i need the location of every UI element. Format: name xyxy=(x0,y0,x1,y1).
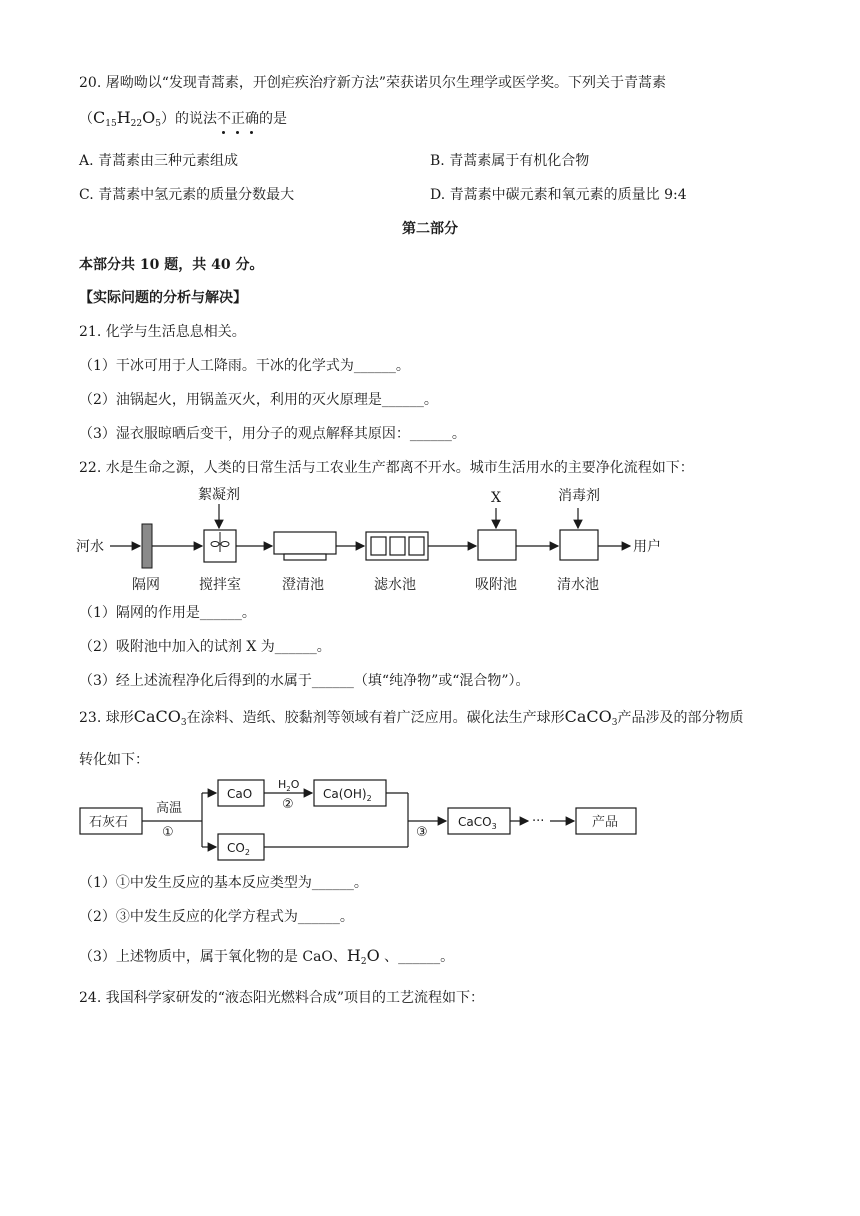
clarifier-tank xyxy=(274,532,336,554)
water-purification-diagram xyxy=(70,482,710,594)
part-intro: 本部分共 10 题，共 40 分。 xyxy=(79,257,264,273)
section-heading: 【实际问题的分析与解决】 xyxy=(79,290,247,306)
emphasis-char: 确 xyxy=(244,111,259,127)
q20-option-c: C. 青蒿素中氢元素的质量分数最大 xyxy=(79,187,295,203)
q23-sub1: （1）①中发生反应的基本反应类型为______。 xyxy=(79,875,368,891)
clear-water-label: 清水池 xyxy=(557,577,599,593)
product-label: 产品 xyxy=(592,815,619,830)
caco3-process-diagram xyxy=(70,772,650,864)
user-label: 用户 xyxy=(633,539,661,555)
q23-stem: 23. 球形CaCO$_3$在涂料、造纸、胶黏剂等领域有着广泛应用。碳化法生产球形CaCO$_3$产品涉及的部分物质 xyxy=(79,707,744,728)
q22-stem: 22. 水是生命之源，人类的日常生活与工农业生产都离不开水。城市生活用水的主要净化流程如下： xyxy=(79,460,694,476)
q21-sub3: （3）湿衣服晾晒后变干，用分子的观点解释其原因：______。 xyxy=(79,426,466,442)
q20-option-b: B. 青蒿素属于有机化合物 xyxy=(430,153,590,169)
limestone-label: 石灰石 xyxy=(89,815,129,830)
caoh2-label: $Ca(OH)_2$ xyxy=(323,787,372,803)
q20-stem: 20. 屠呦呦以“发现青蒿素，开创疟疾治疗新方法”荣获诺贝尔生理学或医学奖。下列关于青蒿素 xyxy=(79,75,667,91)
clarifier-label: 澄清池 xyxy=(282,577,324,593)
step3-marker: ③ xyxy=(416,825,428,840)
q23-sub3: （3）上述物质中，属于氧化物的是 CaO、$H_2O$ 、______。 xyxy=(79,946,455,967)
filter-label: 滤水池 xyxy=(374,577,416,593)
q20-stem-line2: $(C_{15}H_{22}O_5)$的说法不正确的是 xyxy=(79,108,287,129)
emphasis-char: 不 xyxy=(216,111,231,127)
q23-sub2: （2）③中发生反应的化学方程式为______。 xyxy=(79,909,354,925)
h2o-formula: $H_2O$ xyxy=(346,946,380,967)
q22-sub2: （2）吸附池中加入的试剂 X 为______。 xyxy=(79,639,331,655)
emphasis-char: 正 xyxy=(230,111,245,127)
q21-sub1: （1）干冰可用于人工降雨。干冰的化学式为______。 xyxy=(79,358,410,374)
q20-option-a: A. 青蒿素由三种元素组成 xyxy=(79,153,239,169)
coagulant-label: 絮凝剂 xyxy=(198,487,240,503)
ellipsis-dots: ··· xyxy=(532,814,545,829)
co2-label: $CO_2$ xyxy=(227,841,250,857)
caco3-formula: CaCO$_3$ xyxy=(564,707,618,728)
q21-sub2: （2）油锅起火，用锅盖灭火，利用的灭火原理是______。 xyxy=(79,392,438,408)
reagent-x-label: X xyxy=(491,490,501,506)
adsorption-label: 吸附池 xyxy=(475,577,517,593)
caco3-label: CaCO$_3$ xyxy=(458,815,497,831)
disinfectant-label: 消毒剂 xyxy=(558,488,600,504)
river-water-label: 河水 xyxy=(76,539,104,555)
q23-stem-line2: 转化如下： xyxy=(79,752,149,768)
q24-stem: 24. 我国科学家研发的“液态阳光燃料合成”项目的工艺流程如下： xyxy=(79,990,485,1006)
step2-marker: ② xyxy=(282,797,294,812)
clear-water-tank xyxy=(560,530,598,560)
screen-label: 隔网 xyxy=(132,577,160,593)
part-title: 第二部分 xyxy=(402,221,458,237)
q22-sub1: （1）隔网的作用是______。 xyxy=(79,605,256,621)
water-label: $H_2O$ xyxy=(278,778,300,793)
q21-stem: 21. 化学与生活息息相关。 xyxy=(79,324,246,340)
screen-mesh xyxy=(142,524,152,568)
caco3-formula: CaCO$_3$ xyxy=(133,707,187,728)
q22-sub3: （3）经上述流程净化后得到的水属于______（填“纯净物”或“混合物”）。 xyxy=(79,673,530,689)
q20-option-d: D. 青蒿素中碳元素和氧元素的质量比 9:4 xyxy=(430,187,687,203)
step1-marker: ① xyxy=(162,825,174,840)
high-temp-label: 高温 xyxy=(156,801,183,816)
artemisinin-formula: $C_{15}H_{22}O_5$ xyxy=(93,108,161,129)
mixing-chamber-label: 搅拌室 xyxy=(199,577,241,593)
cao-label: CaO xyxy=(227,787,253,801)
adsorption-tank xyxy=(478,530,516,560)
